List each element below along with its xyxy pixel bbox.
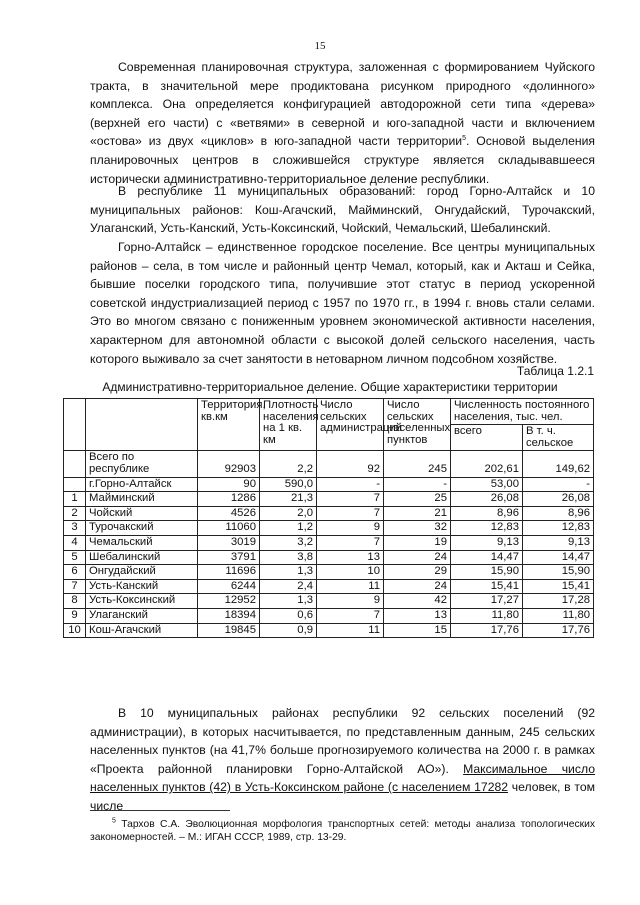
cell-name: Майминский [86, 492, 198, 507]
cell-admins: 92 [317, 451, 384, 477]
cell-density: 3,8 [260, 550, 317, 565]
header-name [86, 399, 198, 451]
table-row [64, 521, 594, 536]
cell-density: 21,3 [260, 492, 317, 507]
cell-density: 2,0 [260, 506, 317, 521]
cell-settlements: 29 [384, 565, 451, 580]
paragraph-text: В 10 муниципальных районах республики 92 сельских поселений (92 администрации), в которых насчитывается, по представленным данным, 245 сельских населенных пунктов (на 41,7% больше прогнозируемого количества на 2000 г. в рамках «Проекта районной планировки Горно-Алтайской АО»). [90, 706, 595, 776]
table-row [64, 623, 594, 638]
cell-population-total: 12,83 [451, 521, 523, 536]
cell-population-rural: - [523, 477, 594, 492]
cell-settlements: 15 [384, 623, 451, 638]
cell-admins: 7 [317, 492, 384, 507]
cell-area: 12952 [198, 594, 260, 609]
table-row [64, 492, 594, 507]
cell-index: 4 [64, 535, 86, 550]
cell-name: г.Горно-Алтайск [86, 477, 198, 492]
cell-admins: - [317, 477, 384, 492]
header-population: Численность постоянного населения, тыс. чел. [451, 399, 594, 425]
cell-population-total: 53,00 [451, 477, 523, 492]
table-row [64, 535, 594, 550]
cell-area: 11060 [198, 521, 260, 536]
cell-area: 3791 [198, 550, 260, 565]
cell-population-rural: 15,90 [523, 565, 594, 580]
cell-admins: 7 [317, 506, 384, 521]
cell-area: 18394 [198, 608, 260, 623]
cell-index: 5 [64, 550, 86, 565]
cell-population-rural: 11,80 [523, 608, 594, 623]
cell-population-rural: 17,76 [523, 623, 594, 638]
cell-area: 4526 [198, 506, 260, 521]
cell-population-total: 15,90 [451, 565, 523, 580]
cell-name: Шебалинский [86, 550, 198, 565]
cell-density: 2,2 [260, 451, 317, 477]
cell-population-total: 26,08 [451, 492, 523, 507]
header-density: Плотность населения на 1 кв. км [260, 399, 317, 451]
cell-admins: 13 [317, 550, 384, 565]
cell-index: 1 [64, 492, 86, 507]
paragraph-rural-settlements [90, 704, 595, 816]
cell-settlements: 24 [384, 579, 451, 594]
cell-population-rural: 17,28 [523, 594, 594, 609]
territory-table [63, 398, 594, 638]
cell-admins: 11 [317, 579, 384, 594]
table-header-row [64, 399, 594, 425]
paragraph-gorno-altaisk: Горно-Алтайск – единственное городское поселение. Все центры муниципальных районов – села, в том числе и районный центр Чемал, который, как и Акташ и Сейка, бывшие поселки городского типа, получившие этот статус в период ускоренной советской индустриализацией период с 1957 по 1970 гг., в 1994 г. вновь стали селами. Это во многом связано с пониженным уровнем экономической активности населения, характерном для автономной области с высокой долей сельского населения, часть которого выживало за счет занятости в нетоварном личном подсобном хозяйстве. [90, 240, 595, 366]
cell-area: 3019 [198, 535, 260, 550]
cell-name: Усть-Коксинский [86, 594, 198, 609]
paragraph-text: Современная планировочная структура, заложенная с формированием Чуйского тракта, в значительной мере продиктована рисунком природного «долинного» комплекса. Она определяется конфигурацией автодорожной сети типа «дерева» (верхней его части) с «ветвями» в северной и юго-западной части и включением «остова» из двух «циклов» в юго-западной части территории [90, 60, 595, 149]
footnote-divider [90, 810, 230, 811]
cell-settlements: 245 [384, 451, 451, 477]
cell-population-rural: 26,08 [523, 492, 594, 507]
underlined-text: Максимальное число населенных пунктов (42) в Усть-Коксинском районе (с населением 17282 [90, 761, 595, 795]
table-row [64, 608, 594, 623]
table-number: Таблица 1.2.1 [516, 364, 594, 378]
cell-area: 6244 [198, 579, 260, 594]
table-body [64, 451, 594, 638]
table-row [64, 579, 594, 594]
footnote-text: Тархов С.А. Эволюционная морфология транспортных сетей: методы анализа топологических закономерностей. – М.: ИГАН СССР, 1989, стр. 13-29. [90, 819, 595, 843]
header-population-rural: В т. ч. сельское [523, 425, 594, 451]
header-settlements: Число сельских населенных пунктов [384, 399, 451, 451]
cell-population-total: 202,61 [451, 451, 523, 477]
cell-admins: 10 [317, 565, 384, 580]
cell-settlements: 42 [384, 594, 451, 609]
cell-density: 1,3 [260, 594, 317, 609]
table-title: Административно-территориальное деление. Общие характеристики территории [102, 380, 558, 394]
cell-name: Чойский [86, 506, 198, 521]
paragraph-text-end: человек, в том числе [90, 780, 595, 813]
cell-admins: 7 [317, 535, 384, 550]
cell-settlements: - [384, 477, 451, 492]
cell-population-total: 15,41 [451, 579, 523, 594]
cell-population-rural: 8,96 [523, 506, 594, 521]
footnote [90, 818, 595, 844]
cell-population-rural: 14,47 [523, 550, 594, 565]
cell-name: Усть-Канский [86, 579, 198, 594]
cell-population-rural: 12,83 [523, 521, 594, 536]
cell-index: 8 [64, 594, 86, 609]
cell-density: 0,6 [260, 608, 317, 623]
cell-settlements: 13 [384, 608, 451, 623]
footnote-ref[interactable]: 5 [462, 135, 466, 143]
cell-name: Всего по республике [86, 451, 198, 477]
table-row [64, 477, 594, 492]
cell-settlements: 21 [384, 506, 451, 521]
cell-name: Улаганский [86, 608, 198, 623]
cell-population-total: 17,27 [451, 594, 523, 609]
cell-index: 9 [64, 608, 86, 623]
header-population-total: всего [451, 425, 523, 451]
cell-population-rural: 15,41 [523, 579, 594, 594]
cell-population-rural: 9,13 [523, 535, 594, 550]
cell-area: 92903 [198, 451, 260, 477]
table-row [64, 506, 594, 521]
cell-index: 7 [64, 579, 86, 594]
cell-area: 11696 [198, 565, 260, 580]
cell-density: 0,9 [260, 623, 317, 638]
cell-area: 90 [198, 477, 260, 492]
table-row [64, 451, 594, 477]
cell-settlements: 19 [384, 535, 451, 550]
cell-population-total: 9,13 [451, 535, 523, 550]
cell-population-total: 17,76 [451, 623, 523, 638]
cell-area: 19845 [198, 623, 260, 638]
cell-population-total: 14,47 [451, 550, 523, 565]
cell-density: 590,0 [260, 477, 317, 492]
table-row [64, 565, 594, 580]
cell-name: Онгудайский [86, 565, 198, 580]
cell-admins: 11 [317, 623, 384, 638]
cell-density: 3,2 [260, 535, 317, 550]
cell-name: Кош-Агачский [86, 623, 198, 638]
cell-index: 6 [64, 565, 86, 580]
cell-index: 10 [64, 623, 86, 638]
cell-index [64, 477, 86, 492]
footnote-mark: 5 [112, 817, 116, 825]
cell-name: Чемальский [86, 535, 198, 550]
header-territory: Территория, кв.км [198, 399, 260, 451]
table-row [64, 550, 594, 565]
cell-density: 2,4 [260, 579, 317, 594]
cell-settlements: 32 [384, 521, 451, 536]
cell-population-rural: 149,62 [523, 451, 594, 477]
cell-density: 1,2 [260, 521, 317, 536]
header-index [64, 399, 86, 451]
cell-population-total: 8,96 [451, 506, 523, 521]
cell-index: 2 [64, 506, 86, 521]
cell-admins: 7 [317, 608, 384, 623]
cell-density: 1,3 [260, 565, 317, 580]
header-admins: Число сельских администраций [317, 399, 384, 451]
cell-admins: 9 [317, 594, 384, 609]
cell-settlements: 24 [384, 550, 451, 565]
page-number: 15 [314, 40, 326, 52]
paragraph-municipalities: В республике 11 муниципальных образований: город Горно-Алтайск и 10 муниципальных районов: Кош-Агачский, Майминский, Онгудайский, Турочакский, Улаганский, Усть-Канский, Усть-Коксинский, Чойский, Чемальский, Шебалинский. [90, 184, 595, 236]
paragraph-planning-structure [90, 58, 595, 188]
cell-index: 3 [64, 521, 86, 536]
cell-admins: 9 [317, 521, 384, 536]
cell-name: Турочакский [86, 521, 198, 536]
table-row [64, 594, 594, 609]
cell-population-total: 11,80 [451, 608, 523, 623]
cell-area: 1286 [198, 492, 260, 507]
cell-settlements: 25 [384, 492, 451, 507]
cell-index [64, 451, 86, 477]
paragraph-text-end: . Основой выделения планировочных центров в сложившейся структуре является складывавшееся исторически административно-территориальное деление республики. [90, 134, 595, 186]
